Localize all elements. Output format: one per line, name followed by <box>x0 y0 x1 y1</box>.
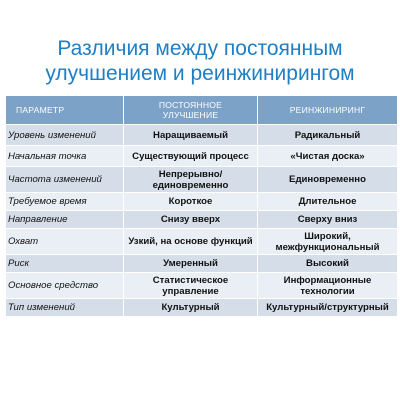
row-parameter: Тип изменений <box>6 299 124 317</box>
header-reengineering: РЕИНЖИНИРИНГ <box>258 96 398 125</box>
row-parameter: Риск <box>6 255 124 273</box>
row-parameter: Начальная точка <box>6 146 124 167</box>
row-continuous-value: Снизу вверх <box>124 211 258 229</box>
table-row <box>6 273 398 299</box>
row-reengineering-value: Длительное <box>258 193 398 211</box>
row-continuous-value: Узкий, на основе функций <box>124 229 258 255</box>
slide-title <box>0 36 400 86</box>
row-continuous-value: Непрерывно/ единовременно <box>124 167 258 193</box>
table-row <box>6 193 398 211</box>
header-continuous-line-2: УЛУЧШЕНИЕ <box>162 110 219 120</box>
row-reengineering-value: Информационные технологии <box>258 273 398 299</box>
table-header-row <box>6 96 398 125</box>
table-row <box>6 167 398 193</box>
row-continuous-value: Наращиваемый <box>124 125 258 146</box>
table-row <box>6 125 398 146</box>
row-continuous-value: Статистическое управление <box>124 273 258 299</box>
row-continuous-value: Культурный <box>124 299 258 317</box>
comparison-table <box>6 96 398 317</box>
table-row <box>6 229 398 255</box>
row-parameter: Частота изменений <box>6 167 124 193</box>
row-reengineering-value: Высокий <box>258 255 398 273</box>
row-reengineering-value: Радикальный <box>258 125 398 146</box>
title-line-1: Различия между постоянным <box>57 37 343 60</box>
table-row <box>6 299 398 317</box>
row-reengineering-value: Единовременно <box>258 167 398 193</box>
row-parameter: Охват <box>6 229 124 255</box>
row-parameter: Основное средство <box>6 273 124 299</box>
header-continuous-improvement <box>124 96 258 125</box>
header-continuous-line-1: ПОСТОЯННОЕ <box>158 100 223 110</box>
row-continuous-value: Существующий процесс <box>124 146 258 167</box>
row-reengineering-value: Широкий, межфункциональный <box>258 229 398 255</box>
row-reengineering-value: Культурный/структурный <box>258 299 398 317</box>
title-line-2: улучшением и реинжинирингом <box>45 62 355 85</box>
row-parameter: Требуемое время <box>6 193 124 211</box>
row-continuous-value: Короткое <box>124 193 258 211</box>
table-row <box>6 255 398 273</box>
row-continuous-value: Умеренный <box>124 255 258 273</box>
row-reengineering-value: «Чистая доска» <box>258 146 398 167</box>
header-parameter: ПАРАМЕТР <box>6 96 124 125</box>
row-reengineering-value: Сверху вниз <box>258 211 398 229</box>
row-parameter: Направление <box>6 211 124 229</box>
row-parameter: Уровень изменений <box>6 125 124 146</box>
table-row <box>6 211 398 229</box>
table-row <box>6 146 398 167</box>
